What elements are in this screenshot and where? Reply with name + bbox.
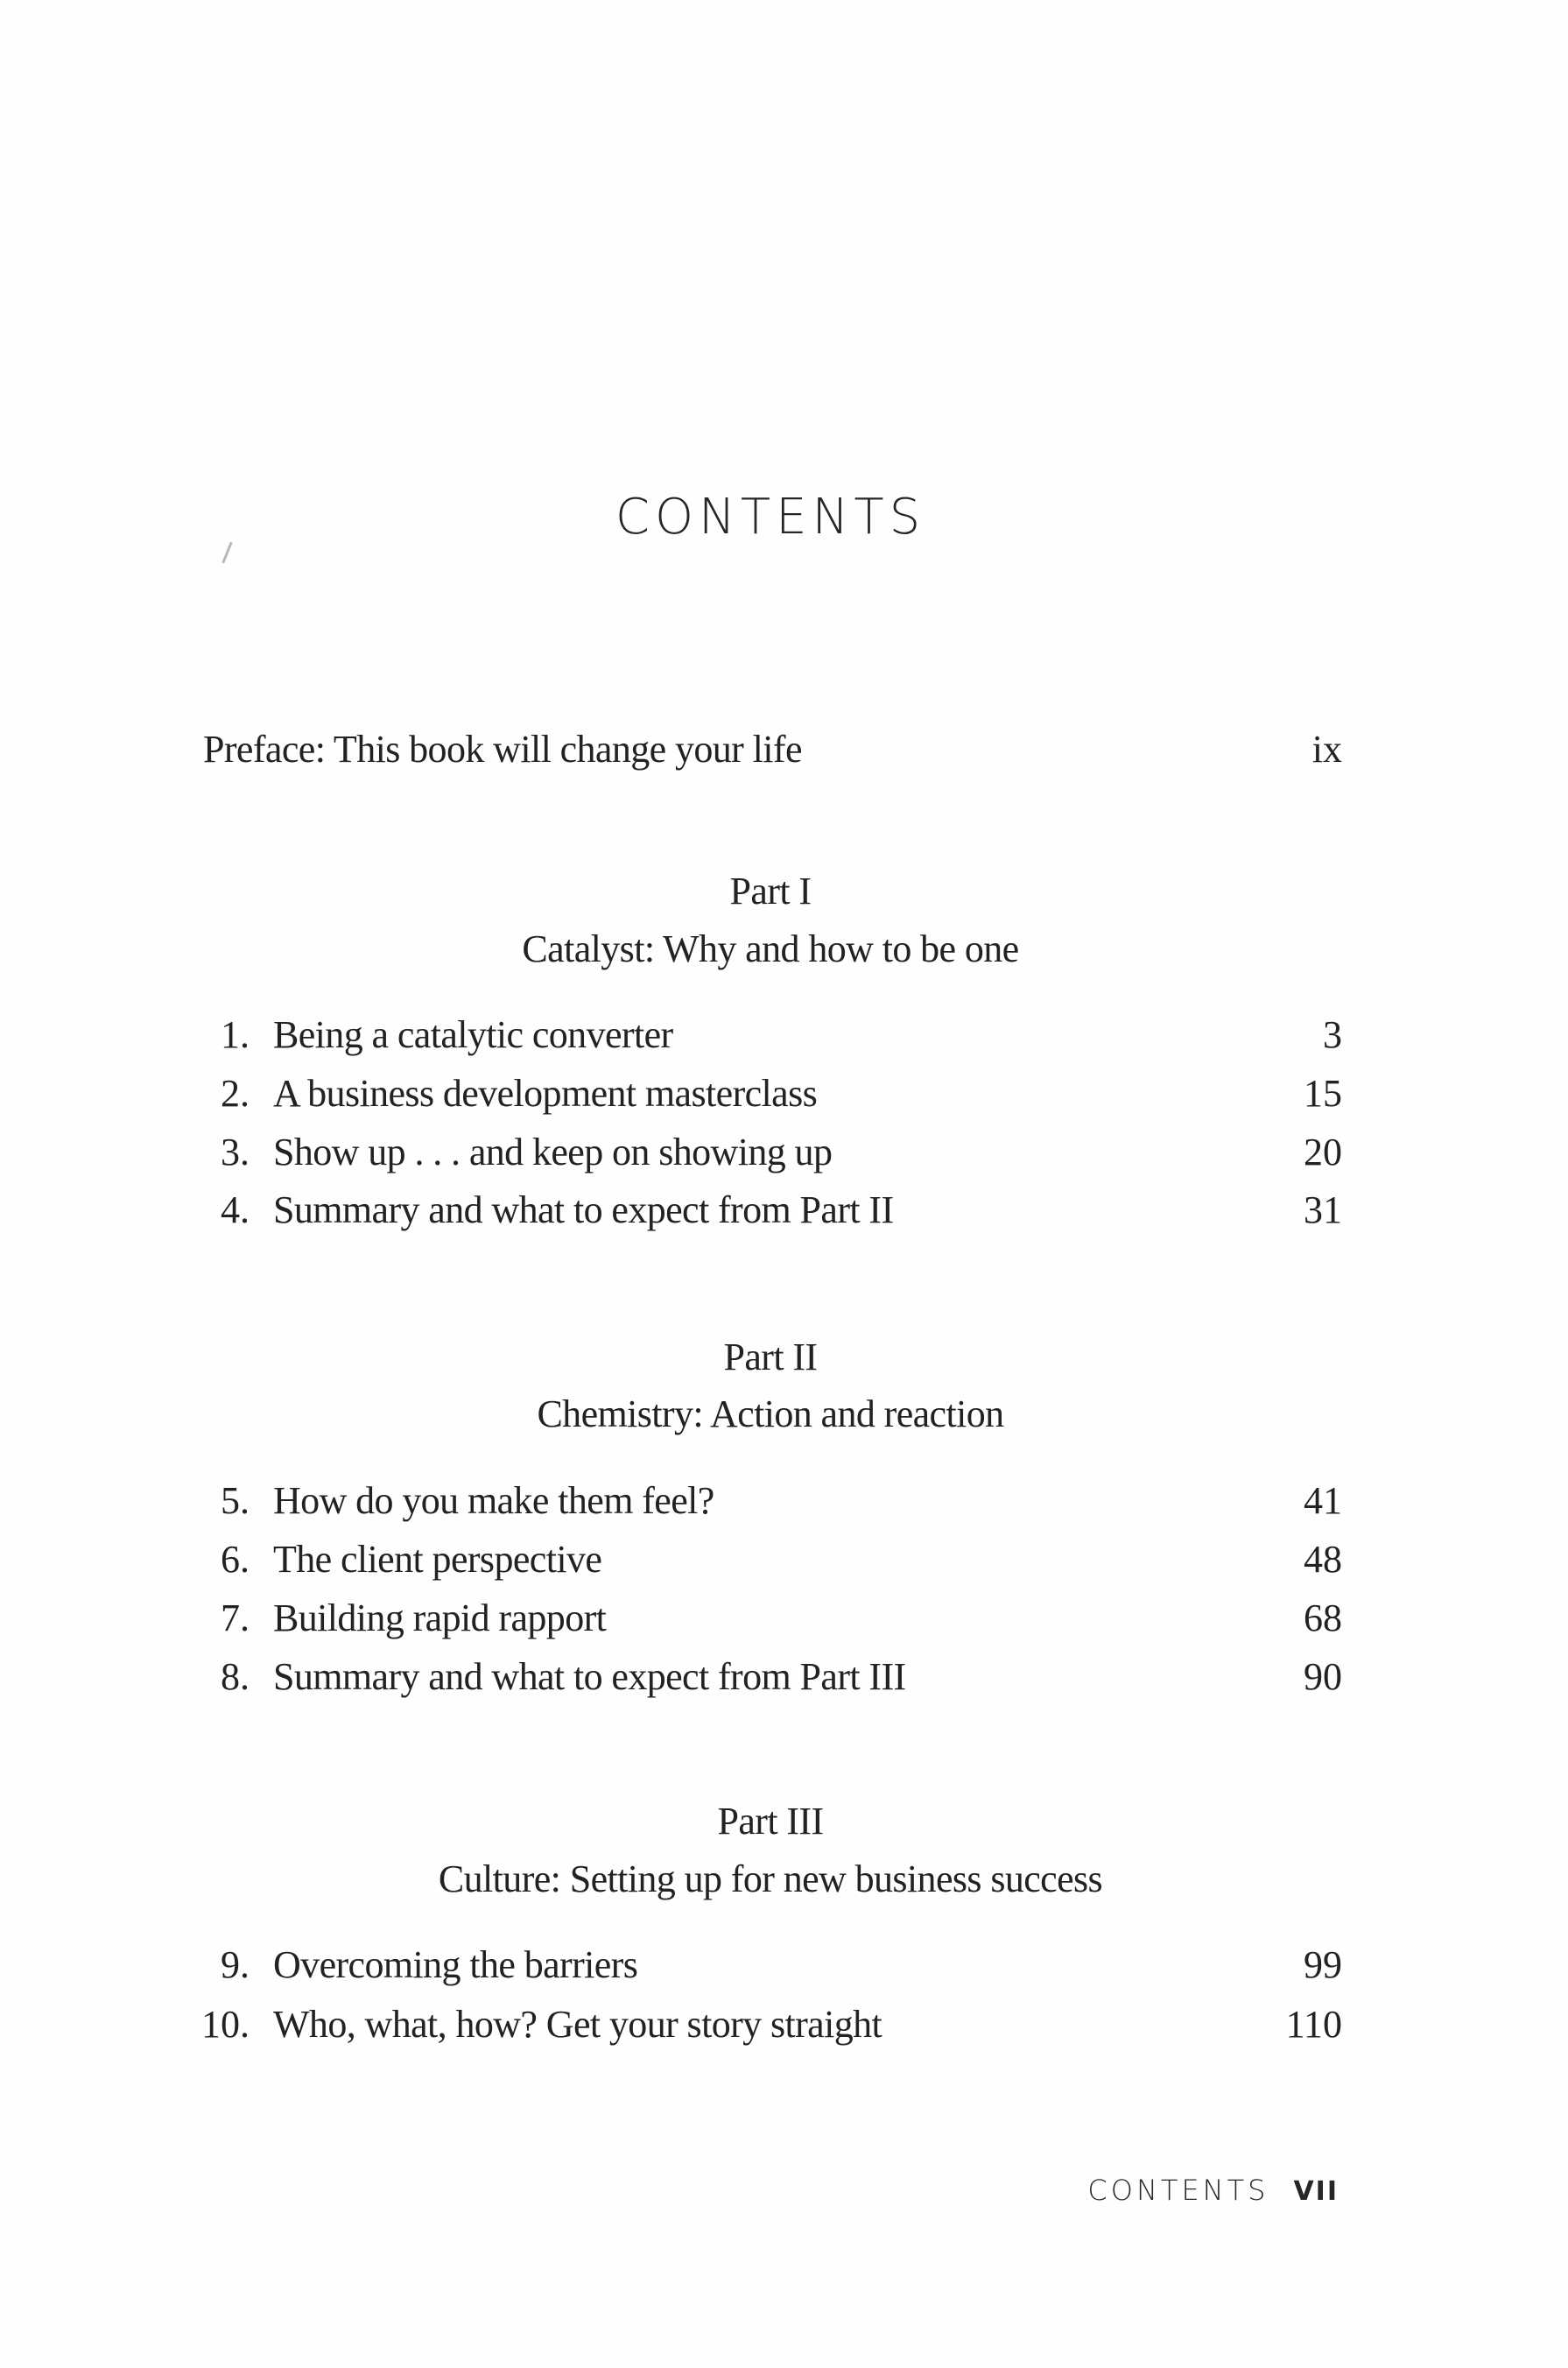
chapter-title: Building rapid rapport <box>273 1596 607 1639</box>
chapter-page: 99 <box>1304 1943 1342 1986</box>
page-folio: VII <box>1293 2176 1339 2207</box>
chapter-page: 41 <box>1304 1479 1342 1522</box>
chapter-number: 9. <box>221 1943 250 1986</box>
chapter-page: 15 <box>1304 1072 1342 1115</box>
chapter-number: 5. <box>221 1479 250 1522</box>
toc-entry <box>0 1592 1568 1645</box>
toc-entry <box>0 1533 1568 1586</box>
chapter-title: Overcoming the barriers <box>273 1943 638 1986</box>
chapter-title: The client perspective <box>273 1538 602 1581</box>
chapter-title: Who, what, how? Get your story straight <box>273 2003 882 2046</box>
chapter-title: Show up . . . and keep on showing up <box>273 1131 833 1173</box>
toc-entry <box>0 1126 1568 1179</box>
chapter-title: How do you make them feel? <box>273 1479 714 1522</box>
chapter-page: 20 <box>1304 1131 1342 1173</box>
chapter-number: 2. <box>221 1072 250 1115</box>
toc-entry <box>0 1475 1568 1527</box>
chapter-page: 90 <box>1304 1655 1342 1698</box>
page-footer <box>1087 2168 1339 2212</box>
chapter-number: 7. <box>221 1596 250 1639</box>
part-label: Part I <box>729 870 812 913</box>
toc-entry <box>0 1651 1568 1703</box>
page-title: CONTENTS <box>615 489 926 546</box>
chapter-title: Summary and what to expect from Part III <box>273 1655 906 1698</box>
chapter-number: 10. <box>201 2003 250 2046</box>
part-subtitle: Catalyst: Why and how to be one <box>522 927 1019 970</box>
toc-entry-page: ix <box>1311 728 1342 771</box>
part-subtitle: Culture: Setting up for new business success <box>438 1857 1103 1900</box>
chapter-number: 1. <box>221 1013 250 1056</box>
chapter-title: A business development masterclass <box>273 1072 818 1115</box>
chapter-number: 8. <box>221 1655 250 1698</box>
chapter-page: 48 <box>1304 1538 1342 1581</box>
part-label: Part II <box>723 1336 818 1378</box>
chapter-page: 110 <box>1285 2003 1342 2046</box>
chapter-page: 31 <box>1304 1188 1342 1231</box>
chapter-number: 6. <box>221 1538 250 1581</box>
toc-entry <box>0 1184 1568 1237</box>
chapter-number: 3. <box>221 1131 250 1173</box>
toc-entry <box>0 1939 1568 1991</box>
chapter-page: 68 <box>1304 1596 1342 1639</box>
toc-entry-preface <box>0 723 1568 776</box>
toc-entry <box>0 1009 1568 1061</box>
running-head: CONTENTS <box>1087 2174 1269 2207</box>
chapter-title: Summary and what to expect from Part II <box>273 1188 894 1231</box>
toc-entry <box>0 1068 1568 1120</box>
part-subtitle: Chemistry: Action and reaction <box>537 1392 1004 1435</box>
part-label: Part III <box>717 1800 824 1843</box>
toc-entry <box>0 1998 1568 2051</box>
toc-entry-title: Preface: This book will change your life <box>203 728 802 771</box>
chapter-page: 3 <box>1323 1013 1342 1056</box>
chapter-number: 4. <box>221 1188 250 1231</box>
chapter-title: Being a catalytic converter <box>273 1013 673 1056</box>
